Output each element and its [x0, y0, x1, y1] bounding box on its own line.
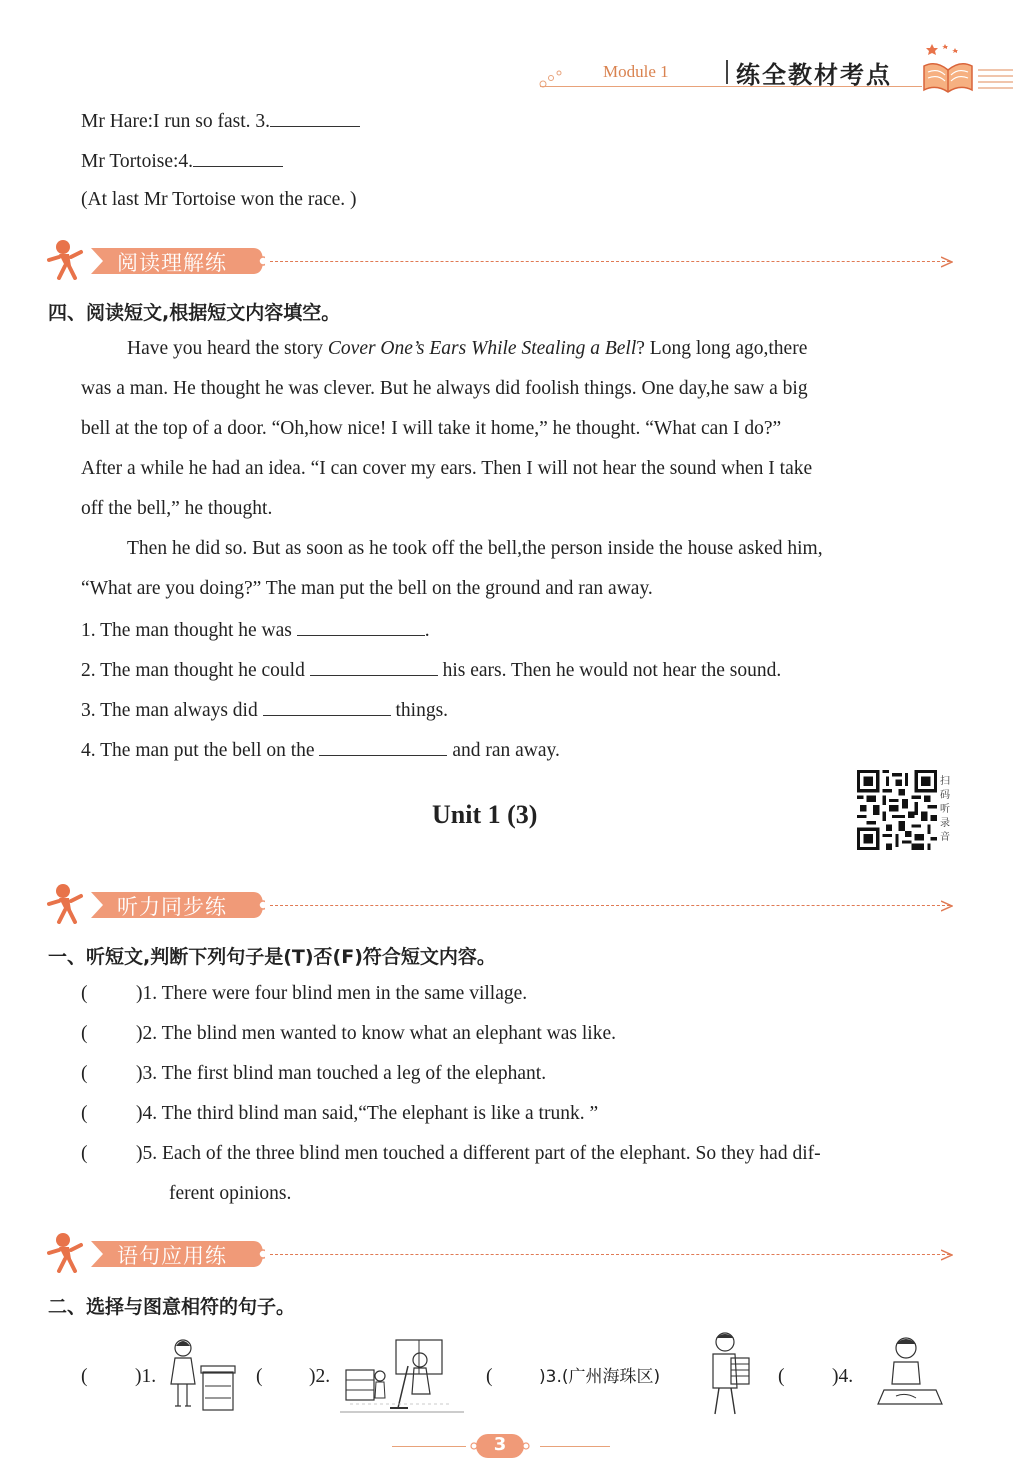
question-text: things. — [390, 700, 449, 721]
qr-caption-char: 音 — [940, 832, 950, 843]
reading-question-3 — [81, 697, 448, 723]
listening-item-2 — [81, 1022, 616, 1046]
listening-item-text: )5. Each of the three blind men touched a different part of the elephant. So they had dif- — [136, 1143, 821, 1164]
section-reading-heading: 四、阅读短文,根据短文内容填空。 — [48, 302, 341, 324]
picture-item-3-paren[interactable]: ( — [486, 1366, 493, 1387]
answer-blank-4[interactable] — [193, 148, 283, 167]
passage-text: Have you heard the story — [127, 338, 328, 359]
banner-sentence — [45, 1235, 965, 1275]
question-text: 1. The man thought he was — [81, 620, 297, 641]
passage-text: ? Long long ago,there — [636, 338, 808, 359]
listening-item-text: )1. There were four blind men in the same village. — [136, 983, 528, 1004]
qr-caption-char: 听 — [940, 804, 950, 815]
mopping-illustration — [340, 1338, 464, 1416]
dialogue-line-ending: (At last Mr Tortoise won the race. ) — [81, 189, 357, 210]
boy-drawing-illustration — [876, 1334, 944, 1414]
passage-line-1 — [81, 329, 955, 369]
answer-blank-q3[interactable] — [263, 697, 391, 716]
listening-item-3 — [81, 1062, 547, 1086]
answer-paren[interactable]: ( — [81, 1143, 88, 1164]
listening-item-text: )3. The first blind man touched a leg of the elephant. — [136, 1063, 547, 1084]
answer-blank-q2[interactable] — [310, 657, 438, 676]
listening-item-5-cont: ferent opinions. — [169, 1183, 292, 1204]
dialogue-line-hare — [81, 108, 360, 134]
reading-passage — [81, 329, 955, 609]
listening-item-text: )4. The third blind man said,“The elephant is like a trunk. ” — [136, 1103, 599, 1124]
dialogue-hare-num: 3. — [255, 111, 270, 132]
page-number: 3 — [493, 1434, 507, 1455]
book-icon — [918, 42, 978, 94]
qr-caption — [940, 775, 954, 845]
listening-item-text: )2. The blind men wanted to know what an elephant was like. — [136, 1023, 616, 1044]
answer-blank-3[interactable] — [270, 108, 360, 127]
question-text: and ran away. — [447, 740, 560, 761]
reading-question-1 — [81, 617, 430, 643]
passage-line-3: bell at the top of a door. “Oh,how nice! I will take it home,” he thought. “What can I do?” — [81, 418, 782, 439]
question-text: his ears. Then he would not hear the sound. — [437, 660, 782, 681]
listening-item-4 — [81, 1102, 599, 1126]
banner-reading-label: 阅读理解练 — [117, 251, 227, 275]
listening-item-1 — [81, 982, 528, 1006]
runner-icon — [45, 882, 91, 924]
answer-paren[interactable]: ( — [81, 983, 88, 1004]
passage-line-5: off the bell,” he thought. — [81, 498, 273, 519]
header-module: Module 1 — [603, 62, 669, 81]
passage-line-4: After a while he had an idea. “I can cover my ears. Then I will not hear the sound when I take — [81, 458, 813, 479]
banner-dash-line — [270, 1254, 950, 1255]
picture-item-2-label: )2. — [309, 1366, 331, 1387]
banner-listening — [45, 886, 965, 926]
footer-rule-left — [392, 1446, 466, 1447]
answer-paren[interactable]: ( — [81, 1063, 88, 1084]
header-title: 练全教材考点 — [736, 61, 892, 89]
header-separator — [726, 60, 728, 84]
listening-item-5 — [81, 1142, 821, 1166]
girl-copier-illustration — [165, 1336, 237, 1414]
picture-item-1-paren[interactable]: ( — [81, 1366, 88, 1387]
banner-reading — [45, 242, 965, 282]
arrow-right-icon — [941, 256, 953, 268]
picture-item-4-label: )4. — [832, 1366, 854, 1387]
boy-books-illustration — [703, 1330, 753, 1420]
banner-sentence-label: 语句应用练 — [117, 1244, 227, 1268]
dialogue-line-tortoise — [81, 148, 283, 174]
question-text: 2. The man thought he could — [81, 660, 310, 681]
section-listening-heading: 一、听短文,判断下列句子是(T)否(F)符合短文内容。 — [48, 946, 496, 968]
answer-blank-q4[interactable] — [319, 737, 447, 756]
story-title: Cover One’s Ears While Stealing a Bell — [327, 338, 637, 359]
picture-item-3-label: )3.(广州海珠区) — [539, 1367, 661, 1387]
answer-paren[interactable]: ( — [81, 1103, 88, 1124]
answer-paren[interactable]: ( — [81, 1023, 88, 1044]
header-stripes — [978, 66, 1013, 92]
banner-dash-line — [270, 905, 950, 906]
passage-line-2: was a man. He thought he was clever. But he always did foolish things. One day,he saw a big — [81, 378, 808, 399]
dialogue-hare-text: Mr Hare:I run so fast. — [81, 111, 251, 132]
banner-listening-label: 听力同步练 — [117, 895, 227, 919]
answer-blank-q1[interactable] — [297, 617, 425, 636]
passage-line-7: “What are you doing?” The man put the bell on the ground and ran away. — [81, 578, 653, 599]
qr-code-icon[interactable] — [857, 770, 937, 850]
picture-item-2-paren[interactable]: ( — [256, 1366, 263, 1387]
qr-caption-char: 码 — [940, 790, 950, 801]
runner-icon — [45, 1231, 91, 1273]
question-text: 4. The man put the bell on the — [81, 740, 320, 761]
reading-question-4 — [81, 737, 560, 763]
picture-item-4-paren[interactable]: ( — [778, 1366, 785, 1387]
question-text: . — [424, 620, 430, 641]
dialogue-tortoise-num: 4. — [178, 151, 194, 172]
dialogue-tortoise-text: Mr Tortoise: — [81, 151, 179, 172]
question-text: 3. The man always did — [81, 700, 263, 721]
arrow-right-icon — [941, 1249, 953, 1261]
passage-line-6: Then he did so. But as soon as he took off the bell,the person inside the house asked him, — [127, 538, 823, 559]
footer-rule-right — [540, 1446, 610, 1447]
arrow-right-icon — [941, 900, 953, 912]
banner-dash-line — [270, 261, 950, 262]
picture-item-1-label: )1. — [135, 1366, 157, 1387]
runner-icon — [45, 238, 91, 280]
section-sentence-heading: 二、选择与图意相符的句子。 — [48, 1296, 296, 1318]
qr-caption-char: 扫 — [940, 776, 950, 787]
reading-question-2 — [81, 657, 781, 683]
unit-title: Unit 1 (3) — [432, 800, 538, 829]
qr-caption-char: 录 — [940, 818, 950, 829]
